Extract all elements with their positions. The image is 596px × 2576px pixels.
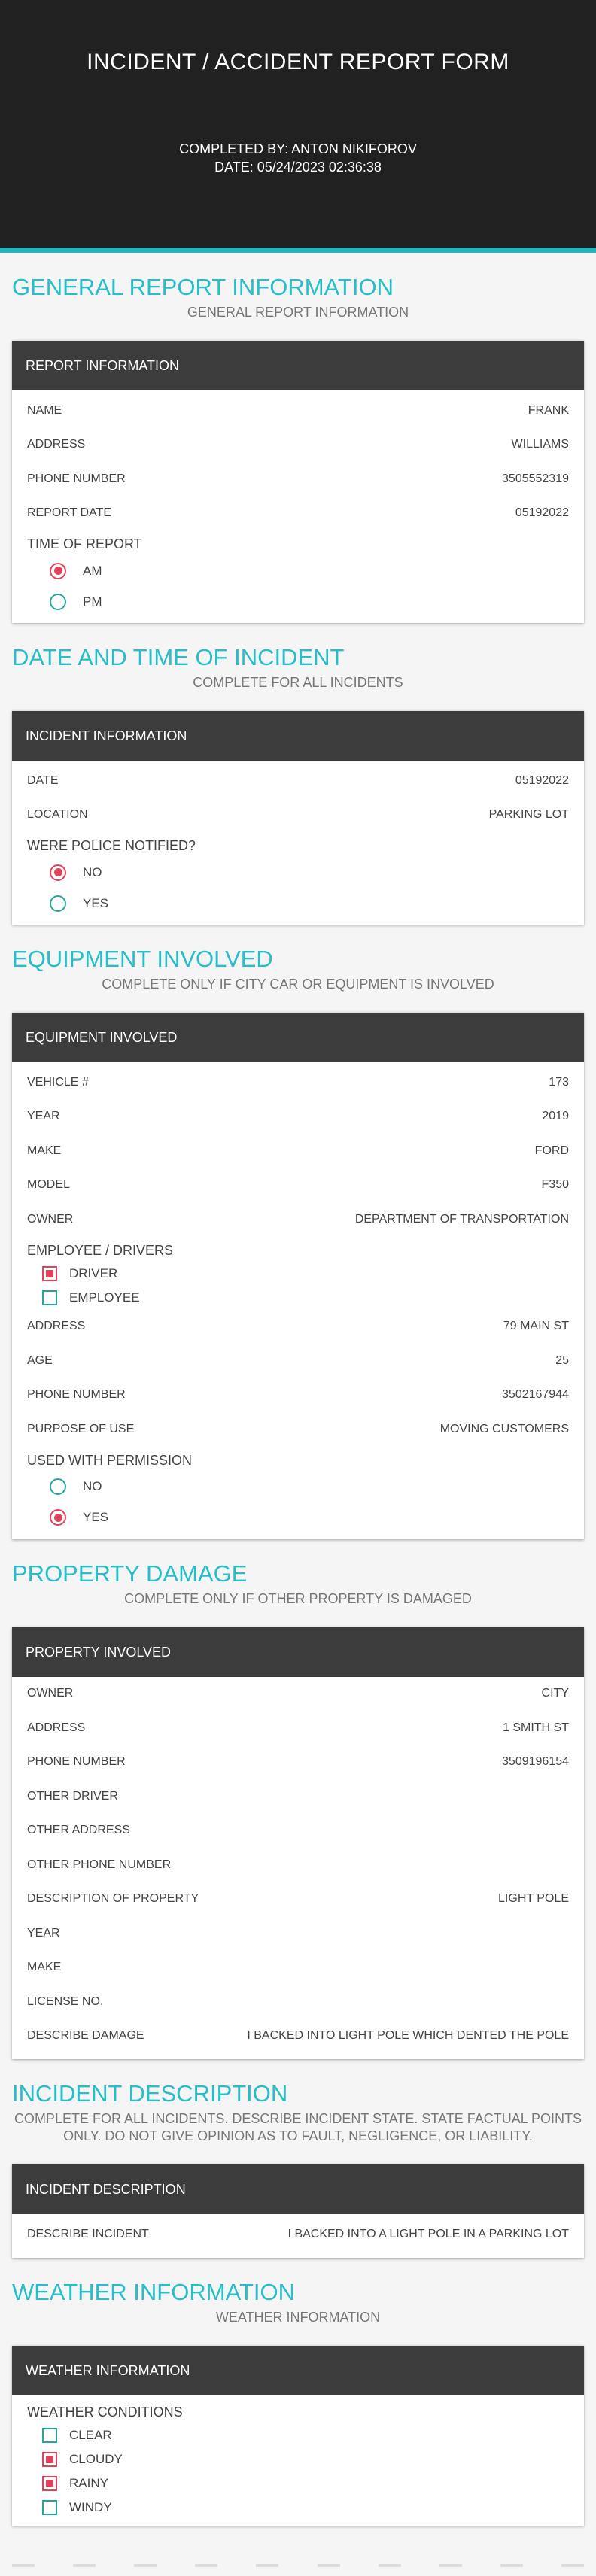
radio-unselected-icon[interactable] [50,895,66,912]
checkbox-checked-icon[interactable] [42,2452,57,2467]
section-subtitle-incident-time: COMPLETE FOR ALL INCIDENTS [193,675,403,690]
radio-selected-icon[interactable] [50,864,66,881]
field-address[interactable] [27,428,569,463]
field-label: LICENSE NO. [27,1994,104,2008]
completed-by: COMPLETED BY: ANTON NIKIFOROV [179,141,417,156]
card-incident-description [12,2164,584,2258]
field-value: DEPARTMENT OF TRANSPORTATION [354,1212,569,1226]
field-name[interactable] [27,393,569,428]
card-incident-information [12,711,584,925]
question-used-with-permission: USED WITH PERMISSION [27,1452,193,1468]
section-subtitle-general: GENERAL REPORT INFORMATION [187,305,409,320]
checkbox-option-driver[interactable] [27,1262,569,1286]
report-date-stamp: DATE: 05/24/2023 02:36:38 [214,159,382,175]
card-report-information [12,341,584,623]
field-describe-damage[interactable] [27,2019,569,2054]
checkbox-option-cloudy[interactable] [27,2447,569,2471]
question-police-notified: WERE POLICE NOTIFIED? [27,838,196,853]
field-label: OWNER [27,1212,74,1226]
field-value: I BACKED INTO LIGHT POLE WHICH DENTED THE POLE [247,2029,569,2043]
checkbox-checked-icon[interactable] [42,1266,57,1281]
card-equipment-involved [12,1013,584,1539]
field-label: PHONE NUMBER [27,1755,126,1769]
field-make[interactable] [27,1134,569,1168]
field-value: 3502167944 [502,1388,569,1402]
option-label: NO [83,1479,102,1493]
field-label: ADDRESS [27,1721,86,1734]
field-owner[interactable] [27,1677,569,1712]
field-label: DATE [27,773,59,787]
field-license-no[interactable] [27,1985,569,2019]
section-title-general: GENERAL REPORT INFORMATION [12,274,394,300]
question-employee-drivers: EMPLOYEE / DRIVERS [27,1242,174,1258]
field-label: YEAR [27,1110,60,1123]
field-value: 25 [555,1353,569,1367]
field-label: DESCRIBE INCIDENT [27,2227,149,2240]
field-label: VEHICLE # [27,1075,89,1089]
card-header: WEATHER INFORMATION [12,2346,584,2395]
field-other-phone-number[interactable] [27,1848,569,1882]
checkbox-unchecked-icon[interactable] [42,2500,57,2515]
field-label: DESCRIBE DAMAGE [27,2029,144,2043]
checkbox-checked-icon[interactable] [42,2476,57,2491]
field-label: OTHER DRIVER [27,1789,118,1803]
checkbox-option-employee[interactable] [27,1286,569,1310]
field-label: OTHER ADDRESS [27,1824,130,1837]
field-label: DESCRIPTION OF PROPERTY [27,1892,199,1906]
field-phone-number[interactable] [27,1745,569,1780]
report-meta [0,140,596,176]
card-header: PROPERTY INVOLVED [12,1627,584,1677]
field-phone-number[interactable] [27,462,569,497]
radio-option-pm[interactable] [27,586,569,617]
scroll-dot [379,2564,401,2567]
field-value: FRANK [528,403,569,417]
field-value: PARKING LOT [488,808,569,822]
radio-selected-icon[interactable] [50,1509,66,1526]
field-value: F350 [541,1178,569,1192]
scroll-dot [318,2564,340,2567]
option-label: AM [83,563,102,578]
checkbox-option-clear[interactable] [27,2423,569,2447]
field-value: MOVING CUSTOMERS [439,1422,569,1435]
card-header: REPORT INFORMATION [12,341,584,390]
option-label: CLOUDY [69,2451,123,2466]
card-property-involved [12,1627,584,2060]
field-value: FORD [534,1144,569,1157]
scroll-dot [73,2564,96,2567]
field-value: WILLIAMS [511,438,569,451]
field-phone-number[interactable] [27,1378,569,1413]
option-label: NO [83,864,102,879]
radio-option-yes[interactable] [27,1502,569,1533]
field-label: MAKE [27,1961,62,1974]
field-value: 173 [549,1075,569,1089]
field-value: 3505552319 [502,472,569,485]
field-label: NAME [27,403,62,417]
field-age[interactable] [27,1344,569,1378]
field-owner[interactable] [27,1202,569,1237]
checkbox-option-rainy[interactable] [27,2471,569,2496]
field-value: 1 SMITH ST [502,1721,569,1734]
field-label: MODEL [27,1178,70,1192]
field-value: 3509196154 [502,1755,569,1769]
card-header: EQUIPMENT INVOLVED [12,1013,584,1062]
field-value: 05192022 [515,773,569,787]
field-make[interactable] [27,1951,569,1985]
section-title-weather: WEATHER INFORMATION [12,2278,295,2305]
scroll-dot [195,2564,217,2567]
section-subtitle-weather: WEATHER INFORMATION [215,2309,381,2325]
field-year[interactable] [27,1916,569,1951]
scroll-dot [439,2564,462,2567]
question-weather-conditions: WEATHER CONDITIONS [27,2404,183,2420]
option-label: YES [83,895,109,910]
field-other-address[interactable] [27,1814,569,1848]
card-header: INCIDENT INFORMATION [12,711,584,761]
card-weather-information [12,2346,584,2526]
field-model[interactable] [27,1168,569,1203]
field-year[interactable] [27,1100,569,1135]
radio-option-am[interactable] [27,555,569,586]
checkbox-unchecked-icon[interactable] [42,1290,57,1305]
option-label: CLEAR [69,2427,112,2442]
radio-unselected-icon[interactable] [50,594,66,610]
section-title-equipment: EQUIPMENT INVOLVED [12,946,273,972]
checkbox-unchecked-icon[interactable] [42,2428,57,2443]
radio-option-no[interactable] [27,1472,569,1502]
question-time-of-report: TIME OF REPORT [27,536,142,551]
checkbox-option-windy[interactable] [27,2496,569,2520]
radio-unselected-icon[interactable] [50,1478,66,1495]
form-title: INCIDENT / ACCIDENT REPORT FORM [87,50,509,74]
scroll-dot [561,2564,584,2567]
field-location[interactable] [27,798,569,833]
field-other-driver[interactable] [27,1779,569,1814]
field-label: PHONE NUMBER [27,472,126,485]
field-address[interactable] [27,1711,569,1745]
option-label: DRIVER [69,1265,118,1280]
field-label: OWNER [27,1687,74,1700]
scroll-dot [134,2564,157,2567]
field-label: REPORT DATE [27,506,112,520]
field-description-of-property[interactable] [27,1882,569,1917]
field-label: PHONE NUMBER [27,1388,126,1402]
option-label: EMPLOYEE [69,1290,140,1305]
field-vehicle-number[interactable] [27,1065,569,1100]
field-label: PURPOSE OF USE [27,1422,135,1435]
field-label: MAKE [27,1144,62,1157]
scroll-dot [256,2564,278,2567]
field-value: LIGHT POLE [498,1892,569,1906]
form-content [0,274,596,2526]
scroll-dot [500,2564,523,2567]
report-header [0,0,596,253]
radio-selected-icon[interactable] [50,563,66,579]
field-label: AGE [27,1353,53,1367]
field-value: I BACKED INTO A LIGHT POLE IN A PARKING LOT [287,2227,569,2240]
section-subtitle-property: COMPLETE ONLY IF OTHER PROPERTY IS DAMAGED [124,1590,472,1606]
page-scroll-indicator [12,2564,584,2567]
field-describe-incident[interactable] [27,2217,569,2252]
radio-option-no[interactable] [27,857,569,888]
scroll-dot [12,2564,35,2567]
field-date[interactable] [27,764,569,798]
field-value: CITY [541,1687,569,1700]
field-report-date[interactable] [27,497,569,531]
field-address[interactable] [27,1310,569,1344]
option-label: RAINY [69,2475,108,2490]
section-title-property: PROPERTY DAMAGE [12,1560,248,1587]
field-label: ADDRESS [27,1320,86,1333]
section-title-incident-time: DATE AND TIME OF INCIDENT [12,644,345,670]
section-subtitle-equipment: COMPLETE ONLY IF CITY CAR OR EQUIPMENT IS INVOLVED [102,977,494,992]
field-label: LOCATION [27,808,88,822]
field-purpose-of-use[interactable] [27,1412,569,1447]
option-label: YES [83,1510,109,1524]
field-label: ADDRESS [27,438,86,451]
section-title-description: INCIDENT DESCRIPTION [12,2080,288,2107]
field-label: OTHER PHONE NUMBER [27,1858,172,1871]
field-value: 2019 [542,1110,569,1123]
section-subtitle-description: COMPLETE FOR ALL INCIDENTS. DESCRIBE INCIDENT STATE. STATE FACTUAL POINTS ONLY. DO NOT GIVE OPINION AS TO FAULT, NEGLIGENCE, OR LIABILITY. [14,2111,582,2143]
field-label: YEAR [27,1926,60,1940]
option-label: PM [83,594,102,609]
field-value: 05192022 [515,506,569,520]
card-header: INCIDENT DESCRIPTION [12,2164,584,2214]
radio-option-yes[interactable] [27,888,569,919]
option-label: WINDY [69,2499,112,2514]
field-value: 79 MAIN ST [503,1320,569,1333]
